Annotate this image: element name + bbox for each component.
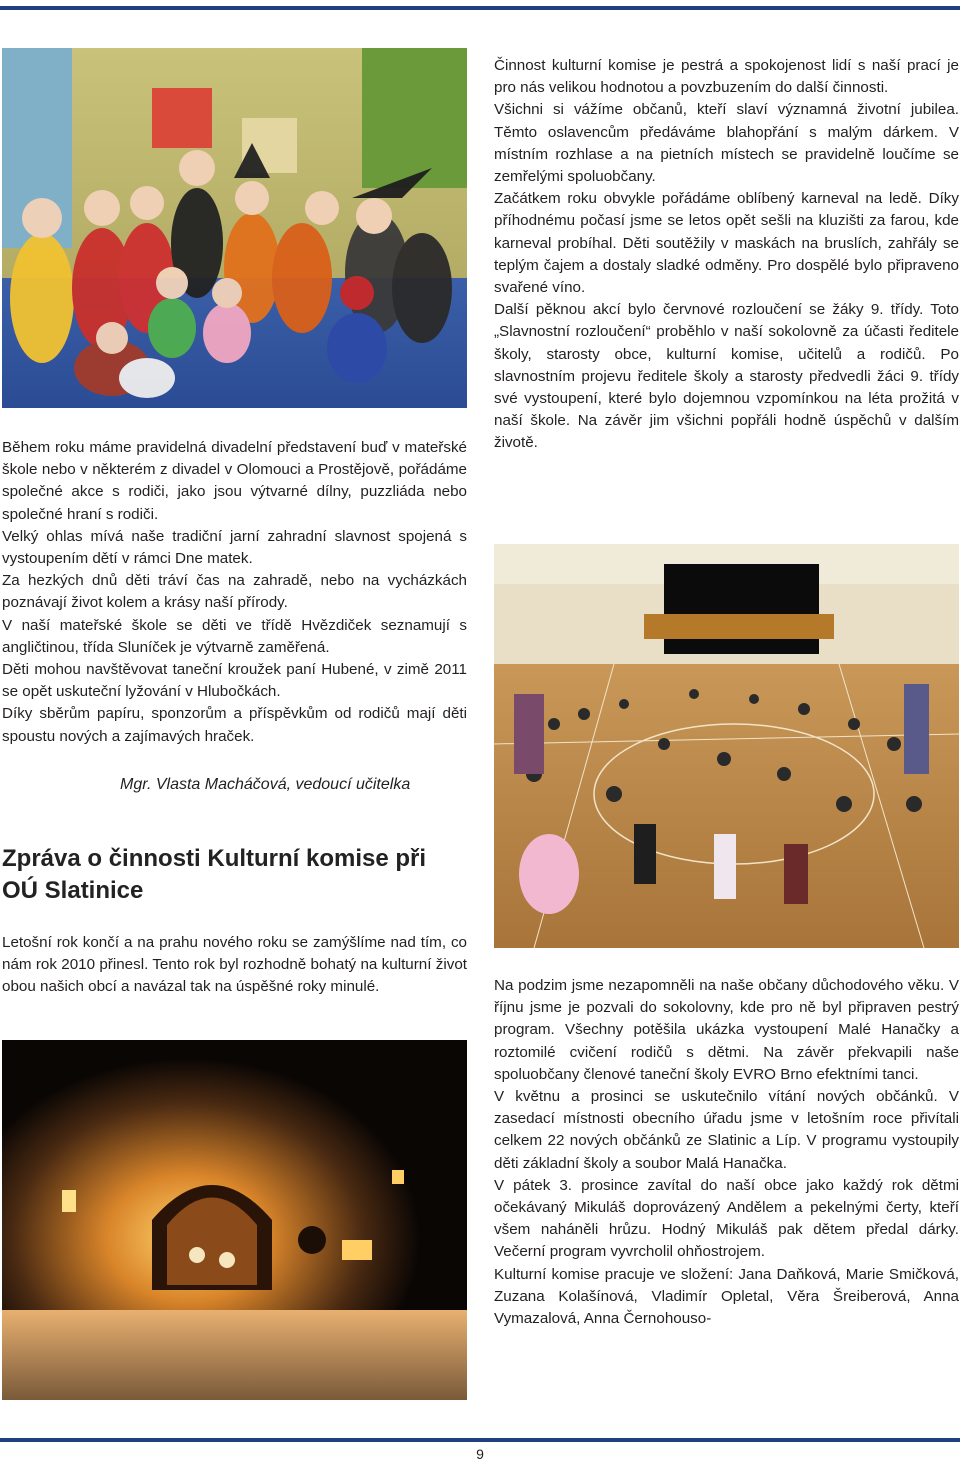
commission-paragraph: Začátkem roku obvykle pořádáme oblíbený karneval na ledě. Díky příhodnému počasí jsme se letos opět sešli na kluzišti za farou, kde karneval probíhal. Děti soutěžily v maskách na bruslích, zahřály se teplým čajem a dostaly sladké odměny. Pro dospělé bylo připraveno svařené víno. xyxy=(494,190,959,297)
kindergarten-paragraph: Díky sběrům papíru, sponzorům a příspěvkům od rodičů mají děti spoustu nových a zajímavých hraček. xyxy=(2,705,467,745)
night-nativity-photo xyxy=(2,1040,467,1400)
commission-paragraph: V pátek 3. prosince zavítal do naší obce jako každý rok dětmi očekávaný Mikuláš doprovázený Andělem a pekelnými čerty, kteří všem naháněli hrůzu. Hodný Mikuláš pak dětem předal dárky. Večerní program vyvrcholil ohňostrojem. xyxy=(494,1176,959,1261)
commission-paragraph: V květnu a prosinci se uskutečnilo vítání nových občánků. V zasedací místnosti obecního úřadu jsme v letošním roce přivítali celkem 22 nových občánků ze Slatinic a Líp. V programu vystoupily děti základní školy a soubor Malá Hanačka. xyxy=(494,1088,959,1172)
kindergarten-paragraph: Během roku máme pravidelná divadelní představení buď v mateřské škole nebo v některém z divadel v Olomouci a Prostějově, pořádáme společné akce s rodiči, jako jsou výtvarné dílny, puzzliáda nebo společné hraní s rodiči. xyxy=(2,439,467,523)
commission-text-top xyxy=(494,55,959,455)
commission-paragraph: Na podzim jsme nezapomněli na naše občany důchodového věku. V říjnu jsme je pozvali do sokolovny, kde pro ně byl připraven pestrý program. Všechny potěšila ukázka vystoupení Malé Hanačky a roztomilé cvičení rodičů s dětmi. Na závěr překvapili naše spoluobčany členové taneční školy EVRO Brno efektními tanci. xyxy=(494,977,959,1083)
hall-carnival-photo xyxy=(494,544,959,948)
kindergarten-text xyxy=(2,437,467,748)
children-costume-photo xyxy=(2,48,467,408)
kindergarten-paragraph: V naší mateřské škole se děti ve třídě Hvězdiček seznamují s angličtinou, třída Sluníček je výtvarně zaměřená. xyxy=(2,616,467,656)
kindergarten-paragraph: Děti mohou navštěvovat taneční kroužek paní Hubené, v zimě 2011 se opět uskuteční lyžování v Hlubočkách. xyxy=(2,661,467,701)
article-intro xyxy=(2,932,467,999)
commission-paragraph: Všichni si vážíme občanů, kteří slaví významná životní jubilea. Těmto oslavencům předáváme blahopřání s malým dárkem. V místním rozhlase a na pietních místech se pravidelně loučíme se zemřelými spoluobčany. xyxy=(494,101,959,186)
commission-paragraph: Další pěknou akcí bylo červnové rozloučení se žáky 9. třídy. Toto „Slavnostní rozloučení“ proběhlo v naší sokolovně za účasti ředitele školy, starosty obce, kulturní komise, učitelů a rodičů. Po slavnostním projevu ředitele školy a starosty předvedli žáci 9. třídy své vystoupení, které bylo dojemnou vzpomínkou na léta prožitá v naší škole. Na závěr jim všichni popřáli hodně úspěchů v dalším životě. xyxy=(494,301,959,452)
article-heading: Zpráva o činnosti Kulturní komise při OÚ Slatinice xyxy=(2,845,427,904)
kindergarten-paragraph: Velký ohlas mívá naše tradiční jarní zahradní slavnost spojená s vystoupením dětí v rámci Dne matek. xyxy=(2,527,467,568)
bottom-rule xyxy=(0,1438,960,1442)
page-number: 9 xyxy=(476,1446,484,1462)
intro-paragraph: Letošní rok končí a na prahu nového roku se zamýšlíme nad tím, co nám rok 2010 přinesl. Tento rok byl rozhodně bohatý na kulturní život obou našich obcí a navázal tak na úspěšné roky minulé. xyxy=(2,934,467,996)
top-rule xyxy=(0,6,960,10)
commission-paragraph: Činnost kulturní komise je pestrá a spokojenost lidí s naší prací je pro nás velikou hodnotou a povzbuzením do další činnosti. xyxy=(494,57,959,97)
commission-paragraph: Kulturní komise pracuje ve složení: Jana Daňková, Marie Smičková, Zuzana Kolašínová, Vladimír Opletal, Věra Šreiberová, Anna Vymazalová, Anna Černohouso- xyxy=(494,1265,959,1328)
commission-text-bottom xyxy=(494,975,959,1330)
kindergarten-paragraph: Za hezkých dnů děti tráví čas na zahradě, nebo na vycházkách poznávají život kolem a krásy naší přírody. xyxy=(2,572,467,612)
author-signature: Mgr. Vlasta Macháčová, vedoucí učitelka xyxy=(120,776,411,793)
